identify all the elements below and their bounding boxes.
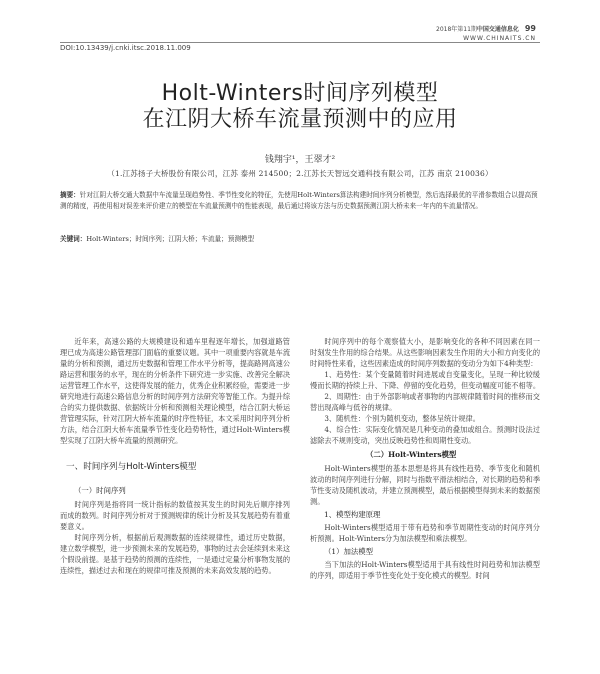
authors: 钱翔宇¹，王翠才² — [264, 155, 336, 165]
header-rule — [60, 42, 540, 43]
journal-name: 中国交通信息化 — [476, 26, 519, 33]
subsection-heading-holt-winters: （二）Holt-Winters模型 — [366, 450, 457, 459]
right-column — [310, 336, 540, 581]
paragraph: 当下加法的Holt-Winters模型适用于具有线性时间趋势和加法模型的序列，即适用于季节性变化处于变化模式的模型。时间 — [310, 560, 540, 580]
journal-website: WWW.CHINAITS.CN — [463, 35, 536, 42]
paragraph: Holt-Winters模型的基本思想是将具有线性趋势、季节变化和随机波动的时间序列进行分解，同时与指数平滑法相结合，对长期的趋势和季节性变动及随机波动，并建立预测模型，最后根据模型得到未来的数据预测。 — [310, 464, 541, 506]
page-number: 99 — [524, 24, 536, 33]
list-item: 1、趋势性：某个变量随着时间进展或自变量变化，呈现一种比较缓慢而长期的持续上升、下降、停留的变化趋势，但变动幅度可能不相等。 — [310, 370, 541, 390]
title-line-2: 在江阴大桥车流量预测中的应用 — [142, 107, 458, 132]
affiliations: （1.江苏扬子大桥股份有限公司，江苏 泰州 214500；2.江苏长天智远交通科技有限公司，江苏 南京 210036） — [107, 169, 493, 178]
section-heading-1: 一、时间序列与Holt-Winters模型 — [66, 462, 197, 472]
journal-issue: 2018年第11期 — [436, 26, 477, 33]
list-item: 4、综合性：实际变化情况是几种变动的叠加或组合。预测时设法过滤除去不规则变动，突出反映趋势性和周期性变动。 — [310, 425, 540, 445]
subsection-heading-additive: （1）加法模型 — [324, 547, 374, 556]
list-item: 2、周期性：由于外部影响或者事物的内部规律随着时间的推移而交替出现高峰与低谷的规律。 — [310, 392, 540, 412]
left-column — [60, 336, 290, 576]
paragraph: 时间序列分析，根据前后观测数据的连续规律性，通过历史数据，建立数学模型，进一步预测未来的发展趋势，事物的过去会延续到未来这个假设前提。是基于趋势的预测的连续性，一是通过定量分析事物发展的连续性，描述过去和现在的规律可推及预测的未来高效发展的趋势。 — [60, 533, 291, 575]
title-line-1: Holt-Winters时间序列模型 — [161, 81, 439, 106]
running-header — [436, 24, 536, 43]
keywords — [60, 233, 540, 243]
abstract — [60, 190, 540, 211]
keywords-text: Holt-Winters；时间序列；江阴大桥；车流量；预测模型 — [86, 235, 255, 243]
paragraph: 时间序列中的每个观察值大小，是影响变化的各种不同因素在同一时刻发生作用的综合结果。从这些影响因素发生作用的大小和方向变化的时间特性来看，这些因素造成的时间序列数据的变动分为如下4种类型： — [310, 337, 541, 368]
intro-paragraph: 近年来，高速公路的大规模建设和通车里程逐年增长，加强道路管理已成为高速公路管理部门面临的重要议题。其中一项重要内容就是车流量的分析和预测，通过历史数据和管理工作水平分析等，提高路网高速公路运营和服务的水平，现在的分析条件下研究进一步实施、改善完全解决运营管理工作水平，这使得发展的能力，优秀企业积累经验，需要进一步研究地进行高速公路信息分析的时间序列方法研究等智能工作。为提升综合的实力提供数据、依据统计分析和预测相关理论模型，结合江阴大桥运营管理实际，针对江阴大桥车流量的时序性特征，本文采用时间序列分析方法，结合江阴大桥车流量季节性变化趋势特性，通过Holt-Winters模型实现了江阴大桥车流量的预测研究。 — [60, 337, 291, 445]
keywords-label: 关键词： — [60, 235, 87, 243]
abstract-label: 摘要： — [60, 191, 80, 199]
subsection-heading-time-series: （一）时间序列 — [74, 486, 126, 495]
paragraph: Holt-Winters模型适用于带有趋势和季节周期性变动的时间序列分析预测。Holt-Winters分为加法模型和乘法模型。 — [310, 523, 540, 543]
subsection-heading-principle: 1、模型构建原理 — [324, 510, 381, 519]
doi: DOI:10.13439/j.cnki.itsc.2018.11.009 — [60, 44, 191, 52]
list-item: 3、随机性：个别为随机变动，整体呈统计规律。 — [324, 414, 480, 423]
abstract-text: 针对江阴大桥交通大数据中车流量呈现趋势性、季节性变化的特征，先使用Holt-Winters算法构建时间序列分析模型，然后选择最优的平滑参数组合以提高预测的精度，再使用相对误差来评价建立的模型在车流量预测中的性能表现，最后通过将该方法与历史数据预测江阴大桥未来一年内的车流量情况。 — [60, 191, 538, 210]
paragraph: 时间序列是指将同一统计指标的数值按其发生的时间先后顺序排列而成的数列。时间序列分析对于预测规律的统计分析及其发展趋势有着重要意义。 — [60, 500, 291, 531]
